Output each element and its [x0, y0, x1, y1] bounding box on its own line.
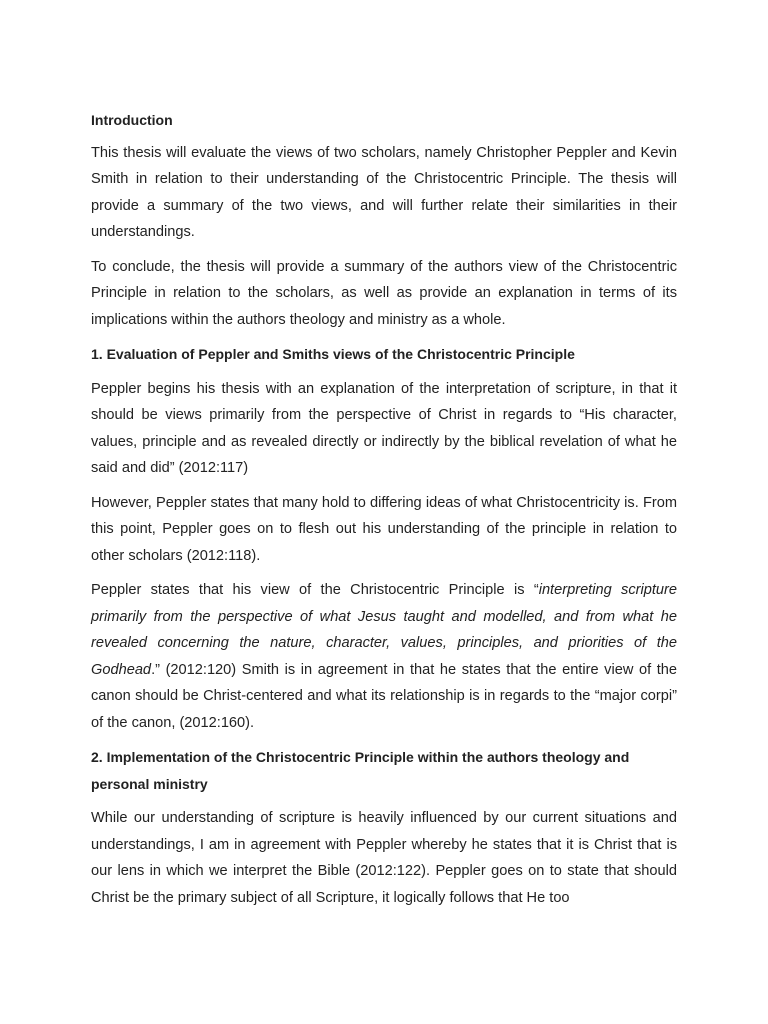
intro-paragraph-2: To conclude, the thesis will provide a summary of the authors view of the Christocentric Principle in relation to the scholars, as well as provide an explanation in terms of its implications within the authors theology and ministry as a whole. — [91, 258, 677, 328]
section-1-paragraph-2: However, Peppler states that many hold to differing ideas of what Christocentricity is. From this point, Peppler goes on to flesh out his understanding of the principle in relation to other scholars (2012:118). — [91, 494, 677, 564]
intro-paragraph-1: This thesis will evaluate the views of two scholars, namely Christopher Peppler and Kevin Smith in relation to their understanding of the Christocentric Principle. The thesis will provide a summary of the two views, and will further relate their similarities in their understandings. — [91, 144, 677, 240]
section-1-paragraph-1: Peppler begins his thesis with an explanation of the interpretation of scripture, in that it should be views primarily from the perspective of Christ in regards to “His character, values, principle and as revealed directly or indirectly by the biblical revelation of what he said and did” (2012:117) — [91, 380, 677, 476]
paragraph-3-tail: .” (2012:120) Smith is in agreement in that he states that the entire view of the canon should be Christ-centered and what its relationship is in regards to the “major corpi” of the canon, (2012:160). — [91, 661, 677, 731]
section-1-heading: 1. Evaluation of Peppler and Smiths views of the Christocentric Principle — [91, 346, 575, 362]
quote-text: interpreting scripture primarily from the perspective of what Jesus taught and modelled, and from what he revealed concerning the nature, character, values, principles, and priorities of the Godhead — [91, 582, 677, 678]
paragraph-3-lead: Peppler states that his view of the Christocentric Principle is “ — [91, 582, 539, 598]
section-1-paragraph-3 — [91, 577, 677, 736]
section-2-heading: 2. Implementation of the Christocentric Principle within the authors theology and personal ministry — [91, 749, 630, 792]
intro-heading: Introduction — [91, 112, 173, 128]
section-2-paragraph-1: While our understanding of scripture is heavily influenced by our current situations and understandings, I am in agreement with Peppler whereby he states that it is Christ that is our lens in which we interpret the Bible (2012:122). Peppler goes on to state that should Christ be the primary subject of all Scripture, it logically follows that He too — [91, 810, 677, 906]
